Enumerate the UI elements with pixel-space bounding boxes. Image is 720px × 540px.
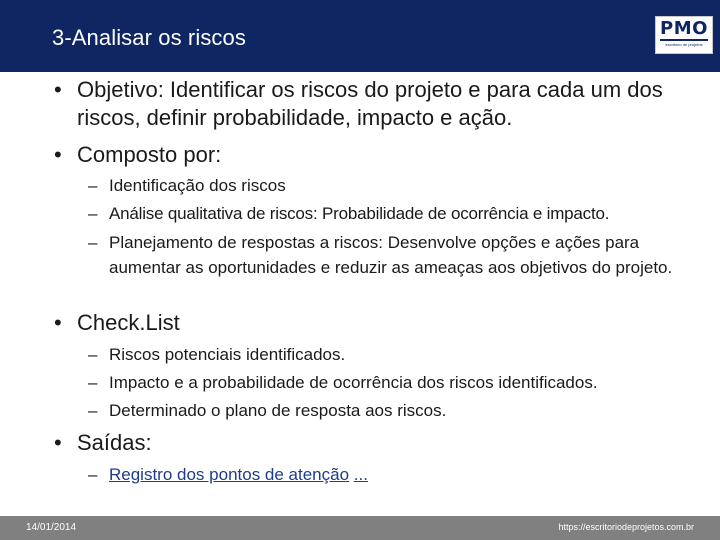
bullet-objetivo: Objetivo: Identificar os riscos do projeto e para cada um dos riscos, definir probabilidade, impacto e ação. xyxy=(77,77,663,130)
dash-icon: – xyxy=(88,176,98,195)
bullet-composto: Composto por: xyxy=(77,142,222,167)
slide-title: 3-Analisar os riscos xyxy=(52,25,246,50)
subitem-planejamento-respostas: Planejamento de respostas a riscos: Desenvolve opções e ações para aumentar as oportunidades e reduzir as ameaças aos objetivos do projeto. xyxy=(109,233,673,277)
subitem-riscos-potenciais: Riscos potenciais identificados. xyxy=(109,345,346,364)
subitem-saidas xyxy=(109,462,709,487)
logo-text: PMO xyxy=(660,18,708,39)
bullet-saidas: Saídas: xyxy=(77,430,152,455)
subitem-plano-resposta: Determinado o plano de resposta aos riscos. xyxy=(109,401,447,420)
bullet-icon: • xyxy=(54,430,62,455)
dash-icon: – xyxy=(88,465,98,484)
slide-footer xyxy=(0,516,720,540)
dash-icon: – xyxy=(88,204,98,223)
registro-pontos-atencao-link[interactable]: Registro dos pontos de atenção xyxy=(109,465,350,484)
logo-subtext: escritório de projetos xyxy=(660,39,708,48)
ellipsis-link[interactable]: ... xyxy=(353,465,368,484)
dash-icon: – xyxy=(88,401,98,420)
bullet-icon: • xyxy=(54,77,62,102)
dash-icon: – xyxy=(88,373,98,392)
subitem-identificacao: Identificação dos riscos xyxy=(109,176,286,195)
footer-date: 14/01/2014 xyxy=(26,522,77,533)
bullet-checklist: Check.List xyxy=(77,310,180,335)
footer-url[interactable]: https://escritoriodeprojetos.com.br xyxy=(558,522,694,532)
subitem-analise-qualitativa: Análise qualitativa de riscos: Probabilidade de ocorrência e impacto. xyxy=(109,204,610,223)
dash-icon: – xyxy=(88,233,98,252)
bullet-icon: • xyxy=(54,142,62,167)
dash-icon: – xyxy=(88,345,98,364)
subitem-impacto-probabilidade: Impacto e a probabilidade de ocorrência dos riscos identificados. xyxy=(109,373,598,392)
bullet-icon: • xyxy=(54,310,62,335)
